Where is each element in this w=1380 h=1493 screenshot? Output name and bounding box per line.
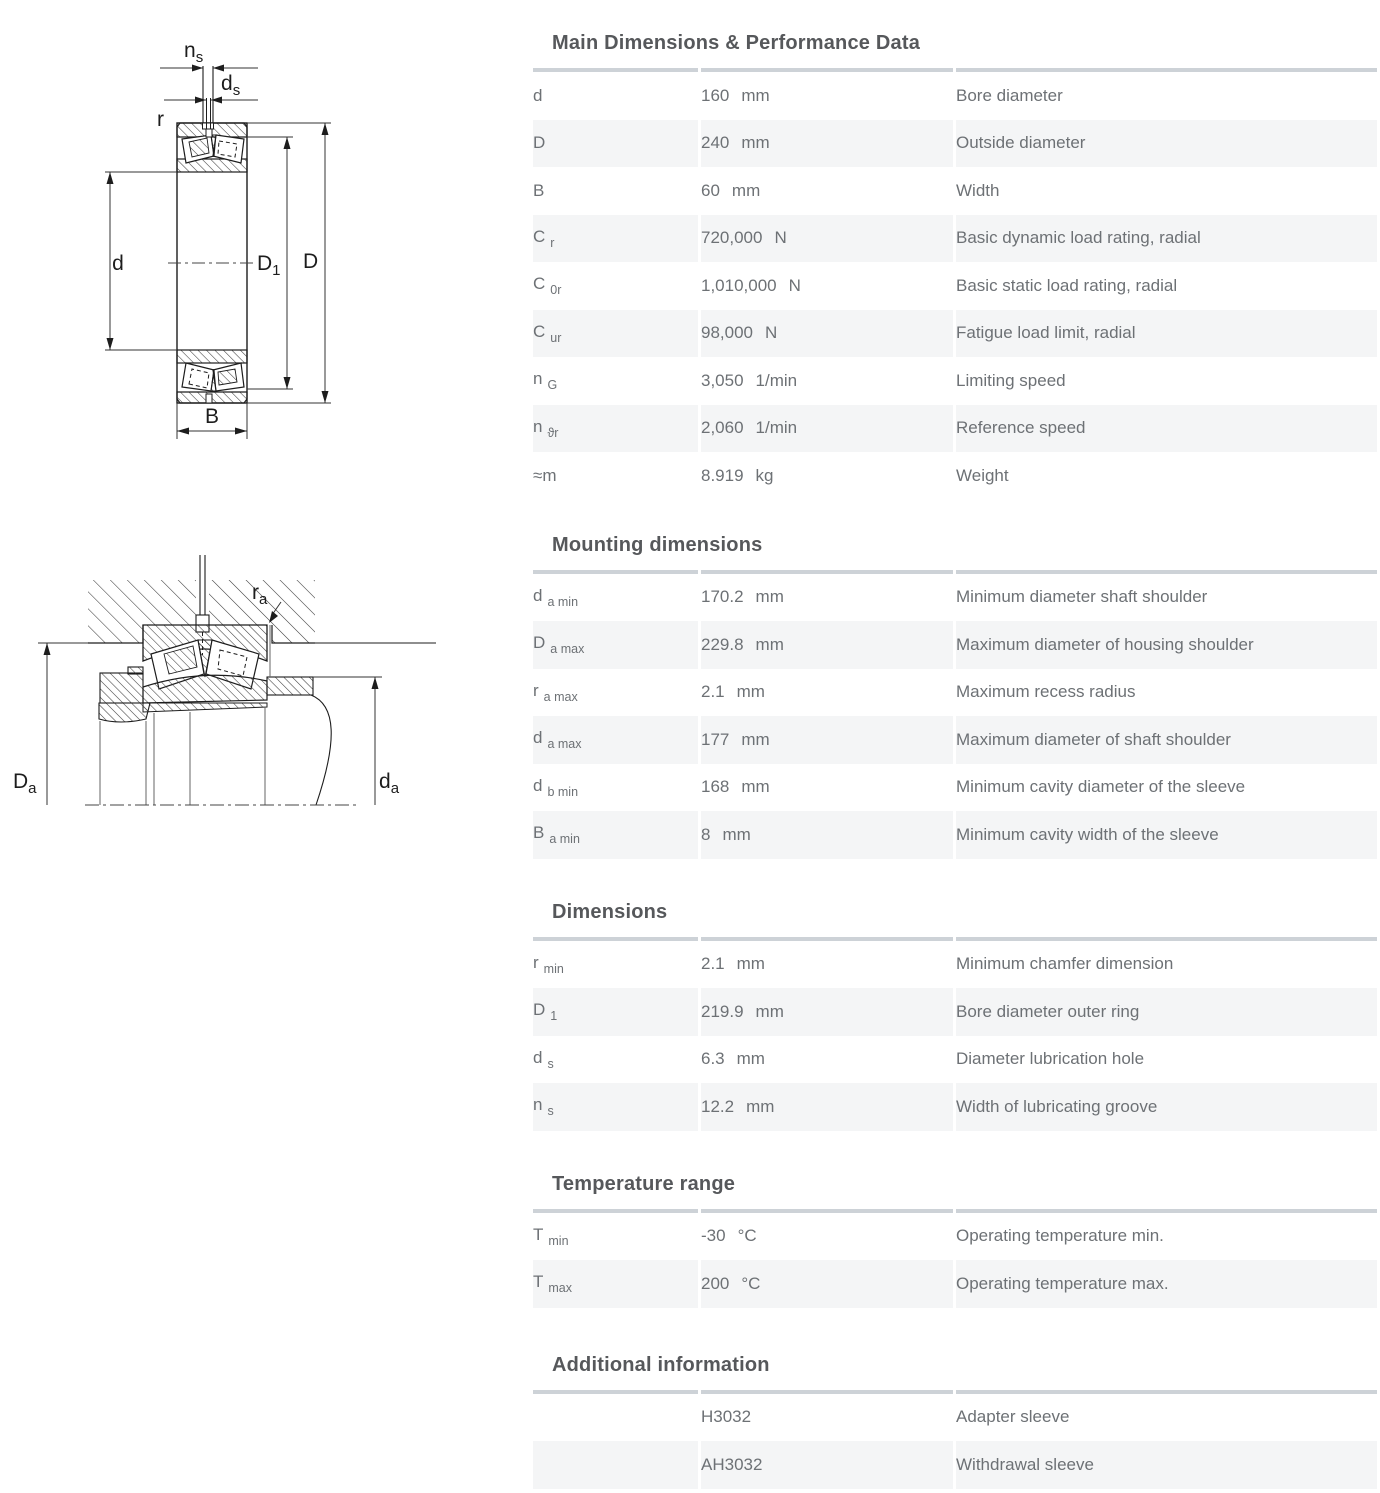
symbol-subscript: 0r [550, 283, 562, 298]
section-dimensions [530, 900, 1380, 1131]
dim-label-d: d [112, 252, 124, 275]
spec-symbol [533, 1260, 698, 1308]
shaft-contour [311, 695, 331, 805]
section-title-dimensions: Dimensions [552, 900, 668, 923]
spec-value [701, 310, 953, 358]
symbol-main: n [533, 369, 543, 389]
spec-row [533, 405, 1377, 453]
dim-label-r: r [157, 108, 164, 131]
symbol-main: D [533, 1000, 546, 1020]
section-mounting-dimensions [530, 533, 1380, 859]
spec-row [533, 262, 1377, 310]
spec-value [701, 811, 953, 859]
spec-description: Reference speed [956, 405, 1377, 453]
section-temperature-range [530, 1172, 1380, 1308]
symbol-subscript: s [547, 1056, 554, 1071]
symbol-subscript: ur [550, 330, 562, 345]
value-unit: N [774, 228, 787, 248]
spec-row [533, 215, 1377, 263]
spec-row [533, 570, 1377, 622]
spec-value [701, 1209, 953, 1261]
spec-value [701, 937, 953, 989]
symbol-main: n [533, 416, 543, 436]
symbol-main: d [533, 85, 543, 105]
value-unit: mm [741, 729, 770, 749]
symbol-subscript: max [548, 1281, 573, 1296]
spec-value [701, 120, 953, 168]
value-unit: mm [755, 587, 784, 607]
section-title-additional-information: Additional information [552, 1353, 770, 1376]
spec-row [533, 937, 1377, 989]
value-unit: mm [755, 1001, 784, 1021]
value-number: 2,060 [701, 418, 744, 438]
value-unit: °C [737, 1226, 757, 1246]
spec-symbol [533, 764, 698, 812]
spec-row [533, 68, 1377, 120]
spec-description: Width [956, 180, 1000, 200]
mounting-drawing [0, 555, 460, 865]
spec-table-dimensions [530, 937, 1380, 1131]
spec-description: Maximum diameter of shaft shoulder [956, 716, 1377, 764]
symbol-subscript: 1 [550, 1009, 558, 1024]
spec-description: Weight [956, 465, 1009, 485]
spec-row [533, 988, 1377, 1036]
spec-value [701, 357, 953, 405]
value-unit: kg [755, 465, 774, 485]
symbol-subscript: a max [547, 737, 582, 752]
spec-row [533, 452, 1377, 500]
dim-label-D1: $D_1$ [257, 252, 281, 279]
spec-value [701, 1390, 953, 1442]
symbol-subscript: r [550, 235, 555, 250]
spec-value [701, 1083, 953, 1131]
value-number: 160 [701, 85, 730, 105]
value-number: 2.1 [701, 954, 725, 974]
spec-row [533, 1441, 1377, 1489]
spec-value [701, 1260, 953, 1308]
value-number: 1,010,000 [701, 275, 777, 295]
spec-value [701, 621, 953, 669]
spec-symbol [533, 1209, 698, 1261]
spec-description: Diameter lubrication hole [956, 1049, 1145, 1069]
spec-row [533, 716, 1377, 764]
spec-symbol [533, 811, 698, 859]
spec-symbol [533, 1390, 698, 1442]
symbol-main: T [533, 1224, 544, 1244]
spec-description: Basic dynamic load rating, radial [956, 215, 1377, 263]
spec-symbol [533, 310, 698, 358]
spec-description: Withdrawal sleeve [956, 1441, 1377, 1489]
spec-description: Maximum recess radius [956, 682, 1136, 702]
value-number: 177 [701, 729, 730, 749]
spec-row [533, 1260, 1377, 1308]
spec-symbol [533, 988, 698, 1036]
symbol-subscript: a max [543, 689, 578, 704]
technical-drawings-panel [0, 0, 530, 1493]
spec-panel [530, 0, 1380, 1489]
value-number: 8 [701, 824, 711, 844]
value-unit: mm [755, 634, 784, 654]
value-number: 720,000 [701, 228, 763, 248]
symbol-subscript: b min [547, 784, 579, 799]
spec-symbol [533, 1036, 698, 1084]
spec-symbol [533, 262, 698, 310]
value-number: 3,050 [701, 370, 744, 390]
spec-description: Operating temperature min. [956, 1209, 1377, 1261]
value-number: 200 [701, 1273, 730, 1293]
symbol-subscript: min [543, 961, 564, 976]
spec-value [701, 452, 953, 500]
symbol-subscript: a min [547, 594, 579, 609]
value-unit: mm [722, 824, 751, 844]
spec-row [533, 764, 1377, 812]
spec-description: Minimum chamfer dimension [956, 937, 1377, 989]
value-number: 168 [701, 777, 730, 797]
spec-symbol [533, 452, 698, 500]
value-number: 60 [701, 180, 720, 200]
spec-symbol [533, 621, 698, 669]
bearing-cross-section-drawing [60, 26, 390, 460]
spec-value [701, 167, 953, 215]
roller-row-bottom [182, 363, 244, 391]
dim-label-ds: $d_s$ [221, 72, 241, 99]
spec-symbol [533, 669, 698, 717]
section-main-dimensions [530, 31, 1380, 500]
dimension-ns [160, 65, 258, 72]
symbol-main: B [533, 180, 545, 200]
value-number: H3032 [701, 1407, 752, 1427]
spec-symbol [533, 570, 698, 622]
spec-symbol [533, 716, 698, 764]
value-unit: mm [741, 85, 770, 105]
value-unit: mm [741, 133, 770, 153]
symbol-main: d [533, 585, 543, 605]
spec-symbol [533, 937, 698, 989]
spec-symbol [533, 215, 698, 263]
spec-symbol [533, 1441, 698, 1489]
symbol-subscript: ϑr [547, 425, 559, 440]
symbol-subscript: s [547, 1104, 554, 1119]
spec-value [701, 1441, 953, 1489]
spec-row [533, 1390, 1377, 1442]
symbol-main: C [533, 226, 546, 246]
symbol-main: ≈m [533, 465, 557, 485]
spec-symbol [533, 120, 698, 168]
spec-table-additional-information [530, 1390, 1380, 1489]
symbol-main: d [533, 728, 543, 748]
section-title-main-dimensions: Main Dimensions & Performance Data [552, 32, 921, 54]
value-number: AH3032 [701, 1454, 763, 1474]
symbol-subscript: a max [550, 642, 585, 657]
spec-symbol [533, 68, 698, 120]
dim-label-ra: $r_a$ [252, 581, 268, 608]
value-unit: °C [741, 1273, 761, 1293]
spec-value [701, 405, 953, 453]
value-number: 2.1 [701, 682, 725, 702]
spec-value [701, 669, 953, 717]
dimension-Da [38, 643, 88, 805]
value-unit: 1/min [755, 418, 798, 438]
symbol-main: C [533, 321, 546, 341]
value-unit: N [788, 275, 801, 295]
spec-row [533, 167, 1377, 215]
spec-description: Bore diameter [956, 68, 1377, 120]
section-additional-information [530, 1353, 1380, 1489]
spec-value [701, 716, 953, 764]
symbol-main: C [533, 274, 546, 294]
adapter-sleeve [99, 667, 150, 722]
spec-description: Bore diameter outer ring [956, 988, 1377, 1036]
spec-table-temperature-range [530, 1209, 1380, 1308]
spec-row [533, 1083, 1377, 1131]
value-number: 170.2 [701, 587, 744, 607]
dim-label-da: $d_a$ [379, 770, 400, 797]
symbol-main: B [533, 823, 545, 843]
value-number: 240 [701, 133, 730, 153]
spec-symbol [533, 1083, 698, 1131]
spec-row [533, 811, 1377, 859]
symbol-main: r [533, 680, 539, 700]
value-number: 229.8 [701, 634, 744, 654]
value-number: -30 [701, 1226, 726, 1246]
value-unit: mm [746, 1096, 775, 1116]
value-unit: mm [736, 682, 765, 702]
value-number: 6.3 [701, 1049, 725, 1069]
spec-row [533, 120, 1377, 168]
value-unit: mm [736, 954, 765, 974]
spec-description: Outside diameter [956, 120, 1377, 168]
symbol-subscript: a min [549, 832, 580, 847]
spec-row [533, 669, 1377, 717]
spec-description: Fatigue load limit, radial [956, 310, 1377, 358]
dim-label-B: B [204, 405, 220, 428]
spec-description: Minimum diameter shaft shoulder [956, 570, 1377, 622]
spec-table-main-dimensions [530, 68, 1380, 500]
section-title-temperature-range: Temperature range [552, 1172, 736, 1195]
spec-description: Limiting speed [956, 370, 1066, 390]
value-unit: N [765, 323, 778, 343]
spec-description: Maximum diameter of housing shoulder [956, 621, 1377, 669]
symbol-main: D [533, 633, 546, 653]
spec-row [533, 621, 1377, 669]
symbol-subscript: min [548, 1233, 569, 1248]
value-unit: mm [731, 180, 761, 200]
spec-row [533, 310, 1377, 358]
value-unit: 1/min [755, 370, 798, 390]
spec-description: Width of lubricating groove [956, 1083, 1377, 1131]
spec-value [701, 1036, 953, 1084]
value-unit: mm [741, 777, 770, 797]
spec-value [701, 988, 953, 1036]
symbol-main: T [533, 1272, 544, 1292]
symbol-subscript: G [547, 378, 558, 393]
spec-description: Operating temperature max. [956, 1260, 1377, 1308]
spec-description: Adapter sleeve [956, 1390, 1377, 1442]
spec-row [533, 357, 1377, 405]
spec-symbol [533, 167, 698, 215]
dim-label-ns: $n_s$ [184, 39, 204, 66]
spec-value [701, 764, 953, 812]
symbol-main: n [533, 1095, 543, 1115]
spec-description: Minimum cavity diameter of the sleeve [956, 777, 1246, 797]
spec-table-mounting-dimensions [530, 570, 1380, 859]
dim-label-D: D [303, 250, 319, 273]
value-number: 12.2 [701, 1096, 735, 1116]
symbol-main: d [533, 1047, 543, 1067]
section-title-mounting-dimensions: Mounting dimensions [552, 533, 763, 556]
dim-label-Da: $D_a$ [13, 770, 37, 797]
spec-value [701, 68, 953, 120]
spec-symbol [533, 357, 698, 405]
value-number: 98,000 [701, 323, 753, 343]
inner-ring-and-shoulder [143, 675, 313, 712]
spec-description: Minimum cavity width of the sleeve [956, 811, 1377, 859]
spec-value [701, 215, 953, 263]
symbol-main: r [533, 952, 539, 972]
symbol-main: D [533, 133, 546, 153]
spec-row [533, 1209, 1377, 1261]
symbol-main: d [533, 775, 543, 795]
spec-symbol [533, 405, 698, 453]
value-number: 8.919 [701, 465, 744, 485]
spec-value [701, 570, 953, 622]
spec-value [701, 262, 953, 310]
spec-row [533, 1036, 1377, 1084]
dimension-da [313, 677, 382, 805]
spec-description: Basic static load rating, radial [956, 275, 1178, 295]
value-unit: mm [736, 1049, 765, 1069]
value-number: 219.9 [701, 1001, 744, 1021]
